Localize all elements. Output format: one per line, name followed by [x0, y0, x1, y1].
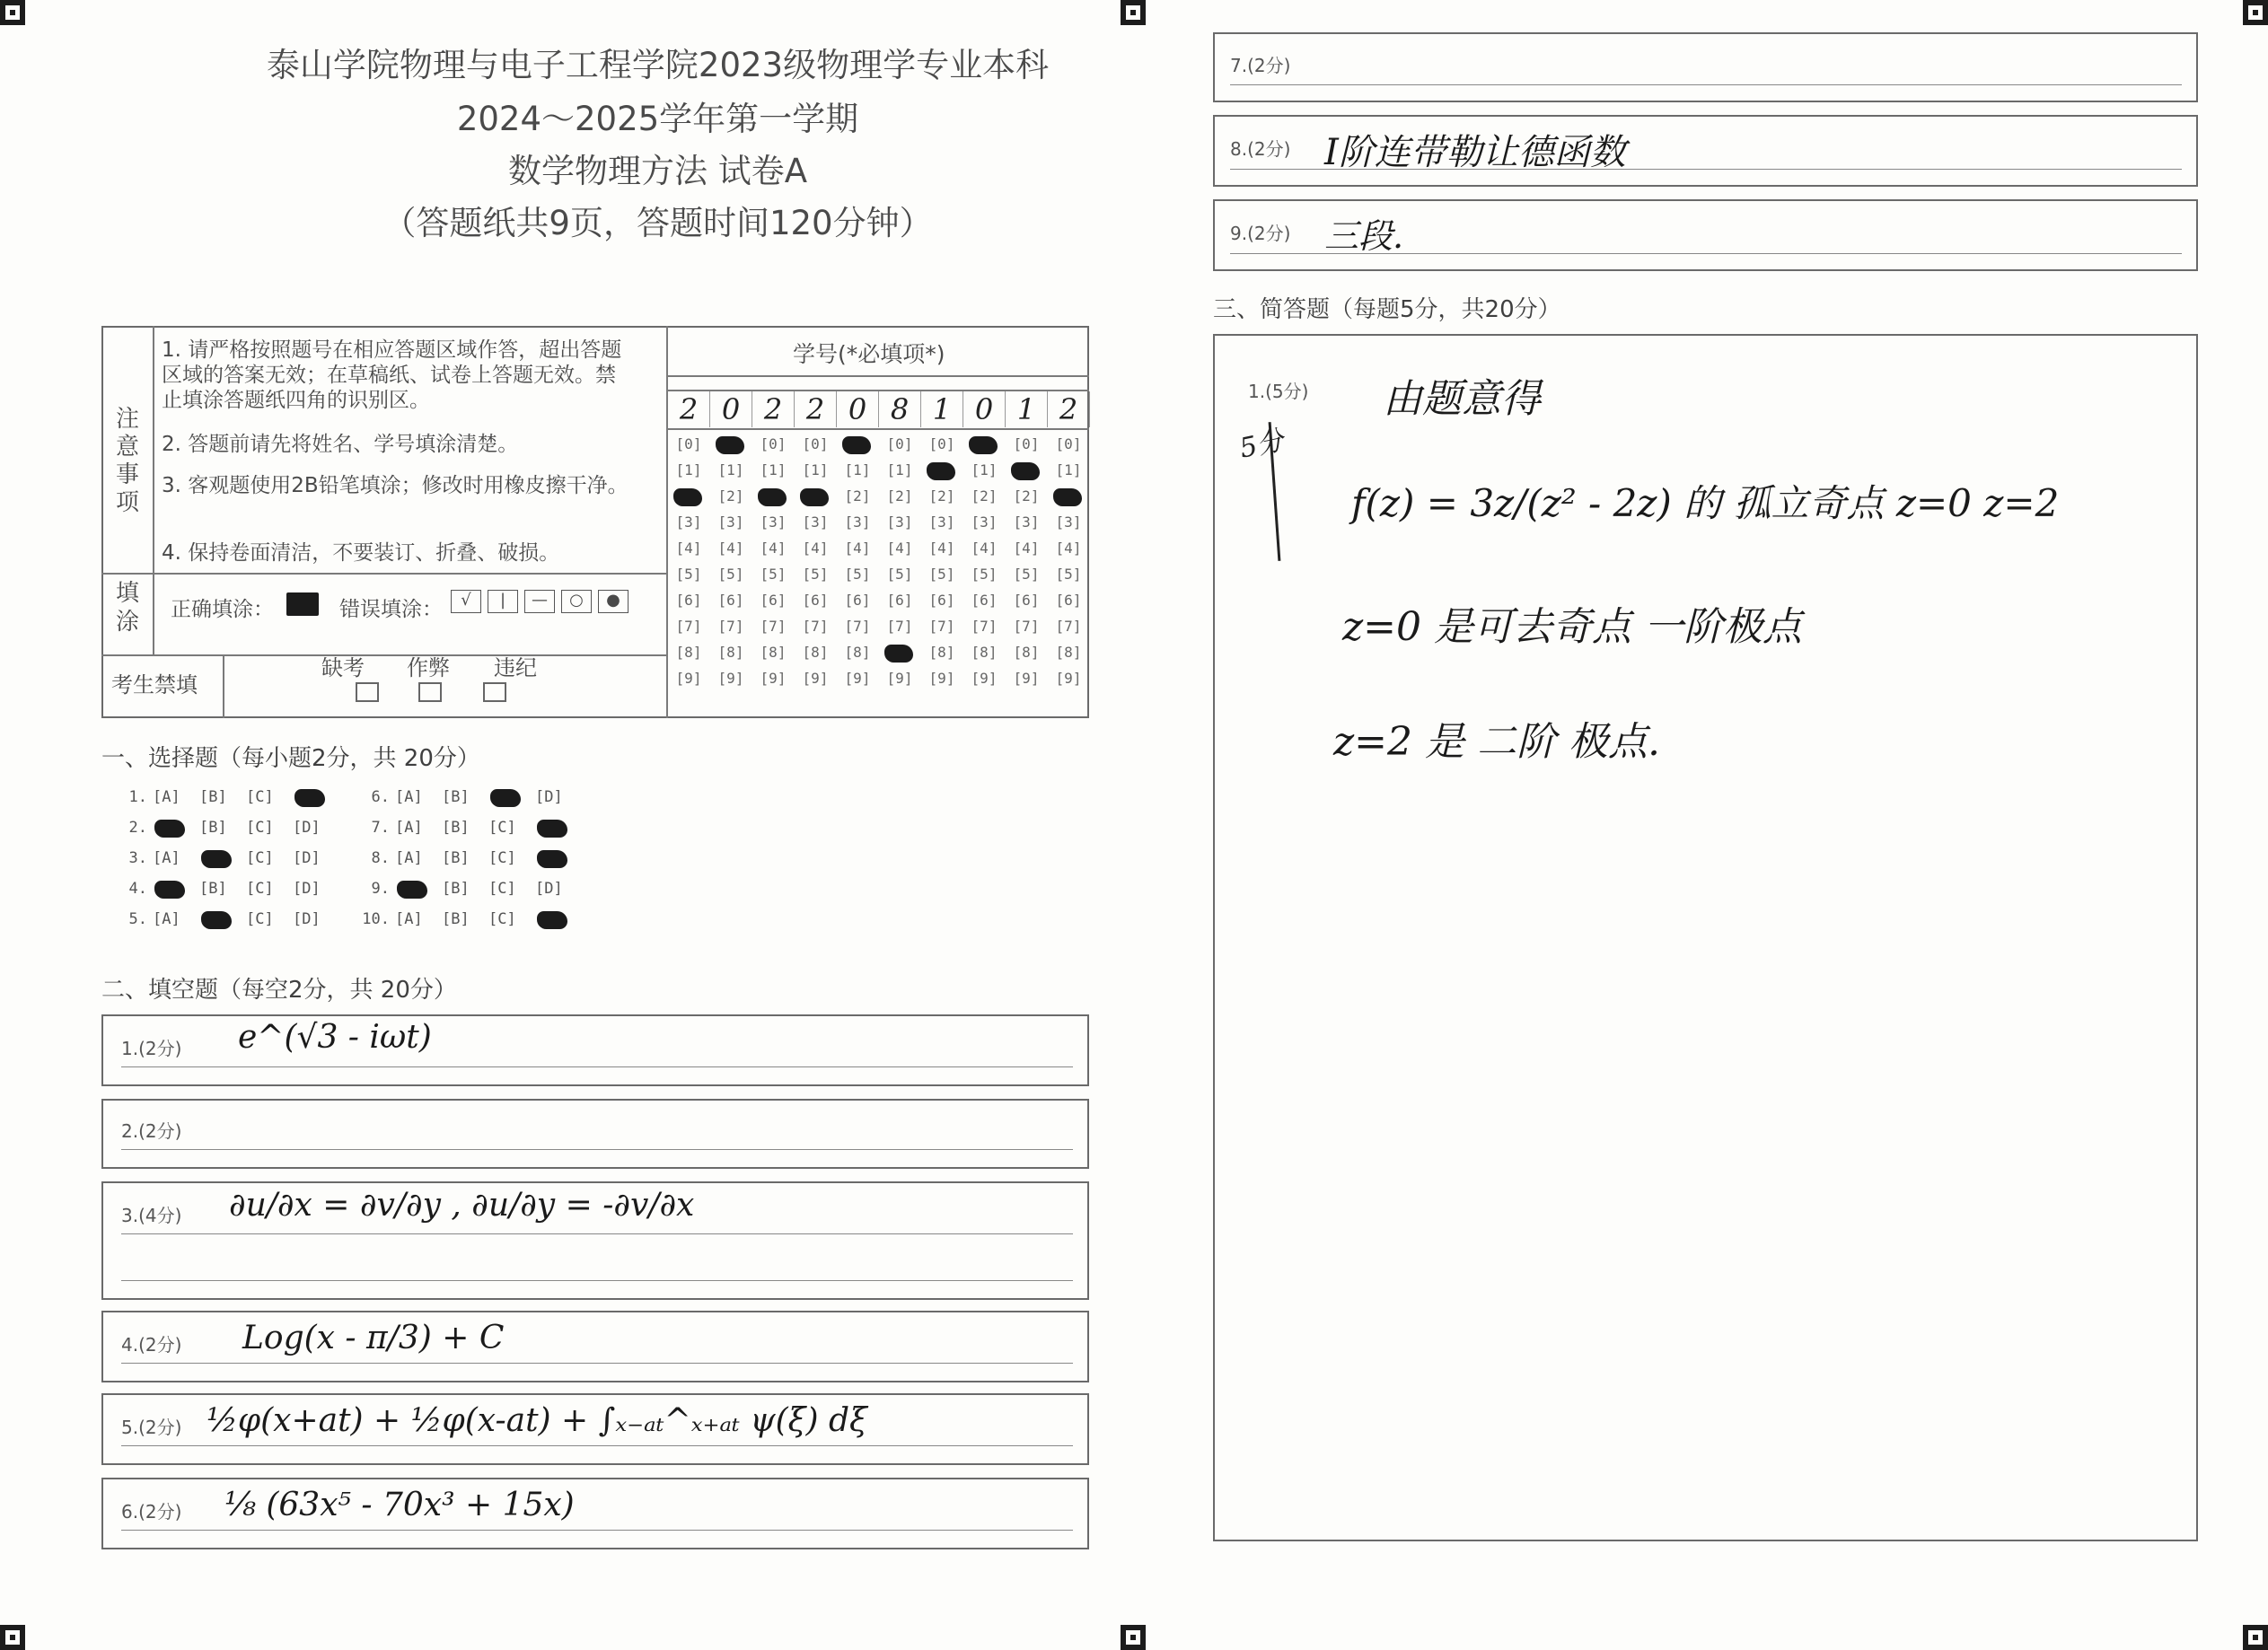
mc-option-filled[interactable] — [294, 789, 325, 807]
fill-answer-6: ⅛ (63x⁵ - 70x³ + 15x) — [224, 1487, 575, 1523]
mc-option[interactable]: [C] — [488, 880, 516, 898]
student-id-title: 学号(*必填项*) — [793, 341, 945, 367]
mc-option[interactable]: [C] — [246, 880, 274, 898]
fill-label-8: 8.(2分) — [1230, 138, 1291, 160]
wrong-fill-examples — [451, 590, 635, 613]
fill-answer-box-7[interactable] — [1213, 32, 2198, 102]
student-id-bubble[interactable]: [5] — [675, 566, 702, 583]
fill-answer-box-2[interactable] — [101, 1099, 1089, 1169]
student-id-bubble[interactable]: [9] — [971, 670, 998, 687]
student-id-bubble[interactable]: [6] — [844, 592, 871, 609]
student-id-bubble[interactable]: [2] — [844, 487, 871, 505]
student-id-bubble[interactable]: [8] — [675, 644, 702, 661]
mc-question-number: 4. — [128, 880, 147, 898]
student-id-bubble[interactable]: [6] — [802, 592, 829, 609]
mc-option[interactable]: [B] — [199, 788, 227, 806]
mc-question-number: 5. — [128, 910, 147, 928]
student-id-bubble[interactable]: [5] — [717, 566, 744, 583]
student-id-bubble[interactable]: [6] — [717, 592, 744, 609]
short-answer-line-1: 由题意得 — [1383, 376, 1541, 422]
student-id-bubble[interactable]: [3] — [802, 513, 829, 531]
student-id-bubble[interactable]: [7] — [928, 618, 955, 635]
fill-label-7: 7.(2分) — [1230, 55, 1291, 76]
mc-question-number: 1. — [128, 788, 147, 806]
section3-title: 三、简答题（每题5分，共20分） — [1213, 296, 1561, 323]
fill-label-9: 9.(2分) — [1230, 223, 1291, 244]
mc-option-filled[interactable] — [154, 881, 185, 899]
student-id-bubble[interactable]: [1] — [1055, 461, 1082, 478]
corner-mark-top-left — [0, 0, 25, 25]
student-id-bubble[interactable]: [4] — [886, 540, 913, 557]
student-id-bubble[interactable]: [0] — [886, 435, 913, 452]
student-id-digit: 2 — [668, 391, 710, 427]
fill-label-2: 2.(2分) — [121, 1120, 182, 1142]
mc-question-number: 3. — [128, 849, 147, 867]
student-id-bubble[interactable]: [0] — [760, 435, 787, 452]
mc-option-filled[interactable] — [201, 911, 232, 929]
mc-option[interactable]: [A] — [153, 788, 180, 806]
mc-option[interactable]: [B] — [442, 849, 470, 867]
student-id-bubble[interactable]: [4] — [844, 540, 871, 557]
mc-option[interactable]: [B] — [442, 910, 470, 928]
student-id-bubble-filled[interactable] — [927, 462, 955, 480]
mc-option[interactable]: [A] — [153, 910, 180, 928]
student-id-bubble[interactable]: [5] — [1013, 566, 1040, 583]
mc-question-number: 6. — [371, 788, 390, 806]
mc-option[interactable]: [C] — [246, 910, 274, 928]
student-id-bubble[interactable]: [6] — [760, 592, 787, 609]
corner-mark-bottom-left — [0, 1625, 25, 1650]
student-id-bubble[interactable]: [9] — [1013, 670, 1040, 687]
exam-school-title: 泰山学院物理与电子工程学院2023级物理学专业本科 — [266, 46, 1050, 84]
short-answer-line-4: z=2 是 二阶 极点. — [1333, 719, 1660, 765]
mc-option[interactable]: [A] — [395, 819, 423, 837]
mc-option[interactable]: [B] — [199, 880, 227, 898]
student-id-digit: 0 — [963, 391, 1006, 427]
exam-term: 2024～2025学年第一学期 — [456, 100, 859, 138]
student-id-bubble[interactable]: [5] — [971, 566, 998, 583]
wrong-fill-label: 错误填涂： — [339, 598, 443, 621]
exam-course-title: 数学物理方法 试卷A — [507, 152, 808, 190]
mc-option[interactable]: [D] — [293, 819, 321, 837]
mc-question-number: 7. — [371, 819, 390, 837]
student-id-bubble[interactable]: [7] — [1055, 618, 1082, 635]
correct-fill-label: 正确填涂： — [171, 598, 274, 621]
forbid-violation-label: 违纪 — [494, 655, 537, 680]
student-id-bubble[interactable]: [3] — [844, 513, 871, 531]
mc-option[interactable]: [D] — [293, 849, 321, 867]
mc-option[interactable]: [B] — [442, 788, 470, 806]
student-id-bubble[interactable]: [1] — [760, 461, 787, 478]
student-id-bubble[interactable]: [4] — [928, 540, 955, 557]
mc-option[interactable]: [D] — [293, 880, 321, 898]
student-id-bubble[interactable]: [8] — [802, 644, 829, 661]
instruction-item-3: 3. 客观题使用2B铅笔填涂；修改时用橡皮擦干净。 — [162, 474, 629, 497]
fill-label-3: 3.(4分) — [121, 1205, 182, 1226]
forbid-cheat-checkbox[interactable] — [418, 682, 442, 702]
forbid-label: 考生禁填 — [111, 672, 198, 698]
mc-option-filled[interactable] — [397, 881, 427, 899]
mc-option-filled[interactable] — [537, 911, 567, 929]
student-id-bubble[interactable]: [3] — [675, 513, 702, 531]
student-id-bubble[interactable]: [4] — [802, 540, 829, 557]
mc-option-filled[interactable] — [490, 789, 521, 807]
fill-label-6: 6.(2分) — [121, 1501, 182, 1523]
student-id-bubble[interactable]: [7] — [675, 618, 702, 635]
mc-option-filled[interactable] — [537, 850, 567, 868]
student-id-bubble[interactable]: [7] — [760, 618, 787, 635]
mc-question-number: 9. — [371, 880, 390, 898]
student-id-bubble[interactable]: [1] — [675, 461, 702, 478]
corner-mark-top-center — [1121, 0, 1146, 25]
fill-answer-3: ∂u/∂x = ∂v/∂y , ∂u/∂y = -∂v/∂x — [229, 1187, 695, 1224]
short-answer-line-2: f(z) = 3z/(z² - 2z) 的 孤立奇点 z=0 z=2 — [1351, 481, 2060, 525]
mc-option[interactable]: [B] — [442, 819, 470, 837]
student-id-bubble[interactable]: [4] — [971, 540, 998, 557]
student-id-bubble[interactable]: [4] — [760, 540, 787, 557]
student-id-bubble[interactable]: [6] — [1013, 592, 1040, 609]
section2-title: 二、填空题（每空2分，共 20分） — [101, 977, 457, 1004]
instructions-side-label: 注意事项 — [115, 406, 139, 516]
mc-option-filled[interactable] — [537, 820, 567, 838]
student-id-bubble[interactable]: [5] — [928, 566, 955, 583]
mc-option[interactable]: [B] — [442, 880, 470, 898]
fill-side-label: 填涂 — [115, 580, 139, 636]
student-id-bubble[interactable]: [2] — [971, 487, 998, 505]
mc-option[interactable]: [C] — [488, 819, 516, 837]
student-id-bubble[interactable]: [0] — [1055, 435, 1082, 452]
mc-option[interactable]: [C] — [488, 849, 516, 867]
mc-option[interactable]: [C] — [488, 910, 516, 928]
student-id-bubble[interactable]: [1] — [886, 461, 913, 478]
mc-option[interactable]: [A] — [395, 788, 423, 806]
short-answer-line-3: z=0 是可去奇点 一阶极点 — [1342, 604, 1803, 650]
mc-question-number: 10. — [362, 910, 390, 928]
mc-option[interactable]: [A] — [395, 910, 423, 928]
student-id-bubble[interactable]: [3] — [1055, 513, 1082, 531]
student-id-bubble-filled[interactable] — [969, 436, 998, 454]
mc-option[interactable]: [C] — [246, 849, 274, 867]
corner-mark-bottom-center — [1121, 1625, 1146, 1650]
student-id-digit: 1 — [921, 391, 963, 427]
fill-label-5: 5.(2分) — [121, 1417, 182, 1438]
mc-option[interactable]: [C] — [246, 819, 274, 837]
student-id-bubble[interactable]: [2] — [928, 487, 955, 505]
student-id-bubble[interactable]: [3] — [1013, 513, 1040, 531]
student-id-bubble[interactable]: [9] — [844, 670, 871, 687]
student-id-bubble[interactable]: [1] — [717, 461, 744, 478]
forbid-violation-checkbox[interactable] — [483, 682, 506, 702]
student-id-bubble[interactable]: [5] — [844, 566, 871, 583]
student-id-bubble[interactable]: [7] — [1013, 618, 1040, 635]
mc-option[interactable]: [B] — [199, 819, 227, 837]
forbid-absent-checkbox[interactable] — [356, 682, 379, 702]
instruction-item-1: 1. 请严格按照题号在相应答题区域作答，超出答题区域的答案无效；在草稿纸、试卷上答题无效。禁止填涂答题纸四角的识别区。 — [162, 338, 622, 412]
mc-option-filled[interactable] — [201, 850, 232, 868]
short-answer-label-1: 1.(5分) — [1248, 381, 1309, 402]
wrong-mark-check: √ — [451, 590, 481, 613]
student-id-bubble-filled[interactable] — [884, 645, 913, 663]
fill-answer-8: Ⅰ阶连带勒让德函数 — [1324, 132, 1626, 173]
student-id-bubble[interactable]: [2] — [886, 487, 913, 505]
student-id-bubble[interactable]: [0] — [802, 435, 829, 452]
student-id-bubble[interactable]: [3] — [971, 513, 998, 531]
student-id-digit: 0 — [710, 391, 752, 427]
student-id-bubble[interactable]: [5] — [1055, 566, 1082, 583]
student-id-bubble-filled[interactable] — [1011, 462, 1040, 480]
student-id-bubble[interactable]: [6] — [928, 592, 955, 609]
student-id-bubble[interactable]: [7] — [844, 618, 871, 635]
instruction-item-4: 4. 保持卷面清洁，不要装订、折叠、破损。 — [162, 541, 560, 565]
mc-option[interactable]: [A] — [153, 849, 180, 867]
instruction-item-2: 2. 答题前请先将姓名、学号填涂清楚。 — [162, 433, 519, 456]
student-id-bubble[interactable]: [8] — [928, 644, 955, 661]
mc-option[interactable]: [D] — [293, 910, 321, 928]
student-id-bubble[interactable]: [9] — [760, 670, 787, 687]
student-id-bubble-filled[interactable] — [673, 488, 702, 506]
corner-mark-bottom-right — [2243, 1625, 2268, 1650]
student-id-digit: 2 — [795, 391, 837, 427]
student-id-bubble[interactable]: [3] — [717, 513, 744, 531]
student-id-bubble[interactable]: [8] — [1013, 644, 1040, 661]
mc-option[interactable]: [C] — [246, 788, 274, 806]
student-id-bubble[interactable]: [9] — [1055, 670, 1082, 687]
correct-fill-example — [286, 592, 319, 616]
mc-question-number: 8. — [371, 849, 390, 867]
fill-answer-4: Log(x - π/3) + C — [242, 1320, 505, 1356]
student-id-bubble[interactable]: [7] — [802, 618, 829, 635]
student-id-digit: 0 — [837, 391, 879, 427]
wrong-mark-dash: — — [524, 590, 555, 613]
fill-answer-5: ½φ(x+at) + ½φ(x-at) + ∫ₓ₋ₐₜ^ₓ₊ₐₜ ψ(ξ) dξ — [207, 1402, 867, 1439]
student-id-bubble[interactable]: [9] — [928, 670, 955, 687]
mc-option[interactable]: [D] — [535, 788, 563, 806]
student-id-bubble[interactable]: [8] — [844, 644, 871, 661]
student-id-bubble[interactable]: [3] — [886, 513, 913, 531]
student-id-bubble[interactable]: [6] — [886, 592, 913, 609]
student-id-bubble[interactable]: [5] — [760, 566, 787, 583]
student-id-bubble[interactable]: [8] — [760, 644, 787, 661]
mc-question-number: 2. — [128, 819, 147, 837]
section1-title: 一、选择题（每小题2分，共 20分） — [101, 745, 480, 772]
fill-label-1: 1.(2分) — [121, 1038, 182, 1059]
student-id-bubble[interactable]: [4] — [1055, 540, 1082, 557]
fill-answer-1: e^(√3 - iωt) — [238, 1019, 432, 1056]
student-id-bubble[interactable]: [9] — [802, 670, 829, 687]
student-id-bubble[interactable]: [4] — [675, 540, 702, 557]
student-id-digit: 2 — [752, 391, 795, 427]
student-id-digit: 1 — [1006, 391, 1048, 427]
student-id-bubble[interactable]: [1] — [802, 461, 829, 478]
student-id-bubble-filled[interactable] — [1053, 488, 1082, 506]
student-id-bubble[interactable]: [8] — [1055, 644, 1082, 661]
student-id-bubble[interactable]: [5] — [802, 566, 829, 583]
student-id-bubble[interactable]: [2] — [1013, 487, 1040, 505]
student-id-bubble[interactable]: [9] — [717, 670, 744, 687]
mc-option[interactable]: [D] — [535, 880, 563, 898]
student-id-bubble[interactable]: [3] — [760, 513, 787, 531]
student-id-bubble[interactable]: [1] — [971, 461, 998, 478]
student-id-bubble[interactable]: [1] — [844, 461, 871, 478]
forbid-cheat-label: 作弊 — [407, 655, 450, 680]
student-id-bubble[interactable]: [7] — [717, 618, 744, 635]
mc-option[interactable]: [A] — [395, 849, 423, 867]
student-id-bubble[interactable]: [6] — [971, 592, 998, 609]
score-mark: 5分 — [1236, 425, 1287, 465]
student-id-bubble[interactable]: [5] — [886, 566, 913, 583]
fill-answer-9: 三段. — [1324, 216, 1404, 256]
student-id-bubble-filled[interactable] — [800, 488, 829, 506]
student-id-bubble[interactable]: [2] — [717, 487, 744, 505]
student-id-bubble[interactable]: [3] — [928, 513, 955, 531]
student-id-digit: 2 — [1048, 391, 1090, 427]
mc-option-filled[interactable] — [154, 820, 185, 838]
student-id-bubble[interactable]: [0] — [1013, 435, 1040, 452]
student-id-bubble[interactable]: [4] — [717, 540, 744, 557]
corner-mark-top-right — [2243, 0, 2268, 25]
student-id-digit: 8 — [879, 391, 921, 427]
wrong-mark-dot: ● — [598, 590, 629, 613]
student-id-bubble[interactable]: [8] — [971, 644, 998, 661]
student-id-bubble[interactable]: [6] — [675, 592, 702, 609]
student-id-bubble[interactable]: [6] — [1055, 592, 1082, 609]
fill-label-4: 4.(2分) — [121, 1334, 182, 1356]
student-id-bubble-filled[interactable] — [716, 436, 744, 454]
student-id-bubble[interactable]: [7] — [971, 618, 998, 635]
exam-sheet-info: （答题纸共9页，答题时间120分钟） — [382, 204, 933, 242]
student-id-bubble[interactable]: [7] — [886, 618, 913, 635]
student-id-bubble[interactable]: [9] — [675, 670, 702, 687]
student-id-bubble[interactable]: [0] — [675, 435, 702, 452]
student-id-bubble[interactable]: [4] — [1013, 540, 1040, 557]
student-id-bubble-filled[interactable] — [842, 436, 871, 454]
student-id-bubble[interactable]: [0] — [928, 435, 955, 452]
forbid-absent-label: 缺考 — [321, 655, 365, 680]
student-id-bubble[interactable]: [9] — [886, 670, 913, 687]
student-id-bubble-filled[interactable] — [758, 488, 787, 506]
wrong-mark-bar: | — [488, 590, 518, 613]
student-id-bubble[interactable]: [8] — [717, 644, 744, 661]
wrong-mark-circle: ○ — [561, 590, 592, 613]
